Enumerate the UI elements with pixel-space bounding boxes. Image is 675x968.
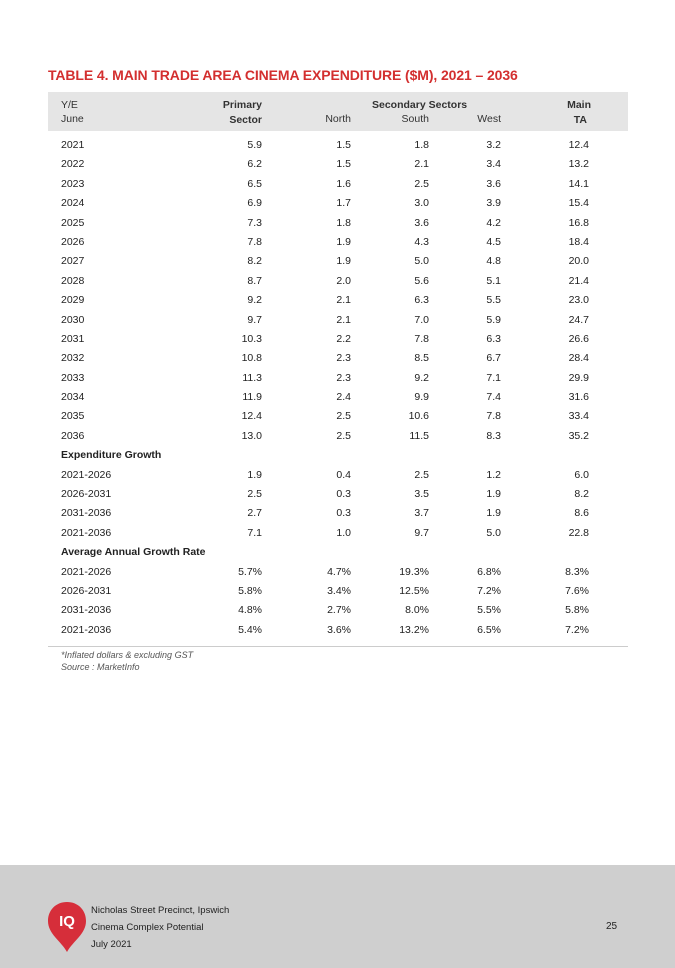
- cell-north: 3.6%: [327, 623, 351, 636]
- row-label: 2033: [61, 371, 85, 384]
- table-row: [48, 309, 628, 328]
- table-row: [48, 619, 628, 638]
- cell-ta: 8.2: [574, 488, 589, 501]
- cell-north: 0.3: [336, 488, 351, 501]
- cell-south: 5.0: [414, 255, 429, 268]
- cell-west: 4.5: [486, 235, 501, 248]
- cell-north: 2.4: [336, 391, 351, 404]
- cell-ta: 26.6: [568, 332, 589, 345]
- table-row: [48, 212, 628, 231]
- cell-west: 6.3: [486, 332, 501, 345]
- cell-primary: 6.5: [247, 177, 262, 190]
- logo-text: IQ: [59, 913, 75, 930]
- cell-ta: 18.4: [568, 235, 589, 248]
- iq-logo-icon: [47, 901, 87, 953]
- cell-north: 0.4: [336, 468, 351, 481]
- cell-primary: 8.2: [247, 255, 262, 268]
- cell-north: 2.5: [336, 429, 351, 442]
- cell-north: 1.8: [336, 216, 351, 229]
- cell-primary: 10.3: [241, 332, 262, 345]
- cell-primary: 1.9: [247, 468, 262, 481]
- cell-west: 5.1: [486, 274, 501, 287]
- row-label: 2036: [61, 429, 85, 442]
- row-label: 2027: [61, 255, 85, 268]
- table-row: [48, 425, 628, 444]
- cell-west: 5.5%: [477, 604, 501, 617]
- cell-primary: 5.9: [247, 139, 262, 151]
- cell-north: 2.5: [336, 410, 351, 423]
- cell-west: 3.2: [486, 139, 501, 151]
- cell-south: 3.7: [414, 507, 429, 520]
- cell-north: 2.1: [336, 294, 351, 307]
- note-source: Source : MarketInfo: [61, 662, 140, 672]
- cell-west: 7.1: [486, 371, 501, 384]
- page-number: 25: [606, 921, 618, 932]
- cell-primary: 7.1: [247, 526, 262, 539]
- table-row: [48, 270, 628, 289]
- cell-primary: 12.4: [241, 410, 262, 423]
- cell-primary: 5.7%: [238, 565, 262, 578]
- cell-west: 4.2: [486, 216, 501, 229]
- row-label: 2023: [61, 177, 85, 190]
- cell-south: 2.5: [414, 468, 429, 481]
- section-heading: Expenditure Growth: [61, 449, 162, 462]
- table-row: [48, 231, 628, 250]
- cell-west: 5.5: [486, 294, 501, 307]
- table-bottom-rule: [48, 646, 628, 647]
- header-sector: Sector: [229, 114, 262, 126]
- cell-south: 9.2: [414, 371, 429, 384]
- cell-west: 6.5%: [477, 623, 501, 636]
- footer-project: Nicholas Street Precinct, Ipswich: [91, 905, 230, 916]
- cell-primary: 13.0: [241, 429, 262, 442]
- cell-south: 6.3: [414, 294, 429, 307]
- note-inflated: *Inflated dollars & excluding GST: [61, 650, 194, 660]
- footer-report: Cinema Complex Potential: [91, 922, 204, 933]
- header-north: North: [325, 113, 351, 125]
- cell-ta: 14.1: [568, 177, 589, 190]
- row-label: 2025: [61, 216, 85, 229]
- row-label: 2022: [61, 158, 85, 171]
- page-footer: [0, 865, 675, 968]
- row-label: 2026-2031: [61, 488, 112, 501]
- cell-south: 7.8: [414, 332, 429, 345]
- cell-west: 7.2%: [477, 584, 501, 597]
- table-row: [48, 192, 628, 211]
- table-header: [48, 92, 628, 131]
- cell-west: 3.9: [486, 197, 501, 210]
- cell-primary: 8.7: [247, 274, 262, 287]
- header-primary: Primary: [222, 99, 262, 111]
- cell-north: 3.4%: [327, 584, 351, 597]
- row-label: 2021-2036: [61, 623, 112, 636]
- table-row: [48, 347, 628, 366]
- cell-north: 2.3: [336, 352, 351, 365]
- table-row: [48, 502, 628, 521]
- cell-south: 13.2%: [399, 623, 429, 636]
- cell-south: 2.1: [414, 158, 429, 171]
- cell-ta: 23.0: [568, 294, 589, 307]
- cell-west: 6.7: [486, 352, 501, 365]
- cell-south: 4.3: [414, 235, 429, 248]
- cell-primary: 10.8: [241, 352, 262, 365]
- header-ta: TA: [573, 114, 587, 126]
- cell-west: 1.9: [486, 507, 501, 520]
- table-row: [48, 367, 628, 386]
- header-secondary-sectors: Secondary Sectors: [372, 99, 468, 111]
- table-row: [48, 289, 628, 308]
- row-label: 2021: [61, 139, 85, 151]
- cell-primary: 2.7: [247, 507, 262, 520]
- cell-ta: 33.4: [568, 410, 589, 423]
- table-row: [48, 522, 628, 541]
- table-title: TABLE 4. MAIN TRADE AREA CINEMA EXPENDITURE ($M), 2021 – 2036: [48, 67, 518, 83]
- footer-date: July 2021: [91, 939, 132, 950]
- cell-primary: 5.4%: [238, 623, 262, 636]
- cell-west: 4.8: [486, 255, 501, 268]
- cell-ta: 6.0: [574, 468, 589, 481]
- cell-ta: 20.0: [568, 255, 589, 268]
- cell-primary: 9.2: [247, 294, 262, 307]
- cell-ta: 7.2%: [565, 623, 589, 636]
- cell-west: 7.8: [486, 410, 501, 423]
- cell-west: 8.3: [486, 429, 501, 442]
- section-heading-row: [48, 541, 628, 560]
- row-label: 2028: [61, 274, 85, 287]
- cell-primary: 2.5: [247, 488, 262, 501]
- cell-primary: 7.8: [247, 235, 262, 248]
- cell-primary: 11.3: [242, 371, 262, 384]
- cell-west: 6.8%: [477, 565, 501, 578]
- cell-south: 3.5: [414, 488, 429, 501]
- cell-primary: 9.7: [247, 313, 262, 326]
- cell-south: 5.6: [414, 274, 429, 287]
- table-row: [48, 464, 628, 483]
- cell-ta: 12.4: [568, 139, 589, 151]
- cell-south: 19.3%: [399, 565, 429, 578]
- cell-north: 0.3: [336, 507, 351, 520]
- row-label: 2021-2026: [61, 468, 112, 481]
- row-label: 2026-2031: [61, 584, 112, 597]
- cell-primary: 11.9: [242, 391, 262, 404]
- cell-south: 12.5%: [399, 584, 429, 597]
- row-label: 2031-2036: [61, 604, 112, 617]
- cell-ta: 13.2: [568, 158, 589, 171]
- cell-north: 1.5: [336, 158, 351, 171]
- cell-ta: 28.4: [568, 352, 589, 365]
- cell-west: 3.6: [486, 177, 501, 190]
- table-row: [48, 134, 628, 153]
- header-ye: Y/E: [61, 99, 78, 111]
- cell-ta: 24.7: [568, 313, 589, 326]
- cell-west: 5.9: [486, 313, 501, 326]
- cell-north: 1.7: [336, 197, 351, 210]
- table-body: [48, 134, 628, 638]
- row-label: 2031: [61, 332, 85, 345]
- cell-north: 1.9: [336, 235, 351, 248]
- cell-ta: 35.2: [568, 429, 589, 442]
- cell-south: 10.6: [408, 410, 429, 423]
- cell-primary: 7.3: [247, 216, 262, 229]
- cell-west: 1.2: [486, 468, 501, 481]
- cell-north: 1.0: [336, 526, 351, 539]
- cell-north: 2.2: [336, 332, 351, 345]
- cell-ta: 8.6: [574, 507, 589, 520]
- table-row: [48, 153, 628, 172]
- row-label: 2030: [61, 313, 85, 326]
- cell-ta: 22.8: [568, 526, 589, 539]
- cell-north: 1.9: [336, 255, 351, 268]
- table-row: [48, 599, 628, 618]
- table-row: [48, 405, 628, 424]
- cell-ta: 16.8: [568, 216, 589, 229]
- cell-primary: 5.8%: [238, 584, 262, 597]
- cell-south: 8.0%: [405, 604, 429, 617]
- cell-ta: 8.3%: [565, 565, 589, 578]
- cell-north: 2.0: [336, 274, 351, 287]
- cell-south: 8.5: [414, 352, 429, 365]
- cell-ta: 15.4: [568, 197, 589, 210]
- table-row: [48, 561, 628, 580]
- cell-north: 2.7%: [327, 604, 351, 617]
- cell-west: 3.4: [486, 158, 501, 171]
- cell-north: 2.3: [336, 371, 351, 384]
- cell-south: 9.9: [414, 391, 429, 404]
- cell-west: 5.0: [486, 526, 501, 539]
- cell-north: 1.5: [336, 139, 351, 151]
- table-row: [48, 173, 628, 192]
- row-label: 2026: [61, 235, 85, 248]
- cell-primary: 4.8%: [238, 604, 262, 617]
- header-june: June: [61, 113, 84, 125]
- cell-south: 9.7: [414, 526, 429, 539]
- table-row: [48, 483, 628, 502]
- cell-south: 3.6: [414, 216, 429, 229]
- cell-south: 11.5: [409, 429, 429, 442]
- cell-north: 1.6: [336, 177, 351, 190]
- row-label: 2021-2026: [61, 565, 112, 578]
- row-label: 2035: [61, 410, 85, 423]
- section-heading: Average Annual Growth Rate: [61, 546, 206, 559]
- cell-primary: 6.2: [247, 158, 262, 171]
- cell-ta: 5.8%: [565, 604, 589, 617]
- table-row: [48, 580, 628, 599]
- cell-south: 1.8: [414, 139, 429, 151]
- cell-west: 7.4: [486, 391, 501, 404]
- table-row: [48, 328, 628, 347]
- table-row: [48, 250, 628, 269]
- cell-north: 2.1: [336, 313, 351, 326]
- header-south: South: [401, 113, 429, 125]
- cell-south: 3.0: [414, 197, 429, 210]
- row-label: 2024: [61, 197, 85, 210]
- cell-north: 4.7%: [327, 565, 351, 578]
- cell-south: 2.5: [414, 177, 429, 190]
- section-heading-row: [48, 444, 628, 463]
- header-west: West: [477, 113, 501, 125]
- cell-ta: 31.6: [568, 391, 589, 404]
- row-label: 2029: [61, 294, 85, 307]
- cell-west: 1.9: [486, 488, 501, 501]
- cell-ta: 29.9: [568, 371, 589, 384]
- cell-primary: 6.9: [247, 197, 262, 210]
- row-label: 2034: [61, 391, 85, 404]
- cell-ta: 7.6%: [565, 584, 589, 597]
- header-main: Main: [567, 99, 591, 111]
- row-label: 2032: [61, 352, 85, 365]
- cell-south: 7.0: [414, 313, 429, 326]
- cell-ta: 21.4: [568, 274, 589, 287]
- row-label: 2031-2036: [61, 507, 112, 520]
- row-label: 2021-2036: [61, 526, 112, 539]
- table-row: [48, 386, 628, 405]
